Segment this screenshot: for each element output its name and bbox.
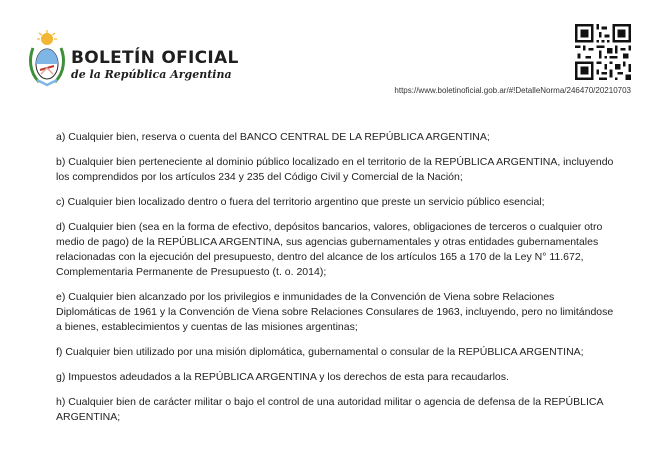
list-item-f: f) Cualquier bien utilizado por una misión diplomática, gubernamental o consular de la REPÚBLICA ARGENTINA; [56,346,584,358]
document-body [56,130,616,435]
document-header [0,0,667,110]
list-item-b: b) Cualquier bien perteneciente al dominio público localizado en el territorio de la REPÚBLICA ARGENTINA, incluyendo los comprendidos por los artículos 234 y 235 del Código Civil y Comercial de la Nación; [56,156,614,183]
publication-title-block [71,48,239,82]
list-item-e: e) Cualquier bien alcanzado por los privilegios e inmunidades de la Convención de Viena sobre Relaciones Diplomáticas de 1961 y la Convención de Viena sobre Relaciones Consulares de 1963, incluyendo, pero no limitándose a bienes, establecimientos y cuentas de las misiones argentinas; [56,291,614,333]
escudo-argentina-icon [27,30,67,88]
list-item-h: h) Cualquier bien de carácter militar o bajo el control de una autoridad militar o agencia de defensa de la REPÚBLICA ARGENTINA; [56,396,603,423]
list-item-c: c) Cualquier bien localizado dentro o fuera del territorio argentino que preste un servicio público esencial; [56,196,545,208]
document-url: https://www.boletinoficial.gob.ar/#!DetalleNorma/246470/20210703 [394,86,631,95]
publication-subtitle: de la República Argentina [71,68,232,81]
publication-title: BOLETÍN OFICIAL [71,48,239,68]
list-item-d: d) Cualquier bien (sea en la forma de efectivo, depósitos bancarios, valores, obligaciones de terceros o cualquier otro medio de pago) de la REPÚBLICA ARGENTINA, sus agencias gubernamentales y otras entidades gubernamentales relacionadas con la ejecución del presupuesto, dentro del alcance de los artículos 165 a 170 de la Ley N° 11.672, Complementaria Permanente de Presupuesto (t. o. 2014); [56,221,603,278]
list-item-g: g) Impuestos adeudados a la REPÚBLICA ARGENTINA y los derechos de esta para recaudarlos. [56,371,509,383]
list-item-a: a) Cualquier bien, reserva o cuenta del BANCO CENTRAL DE LA REPÚBLICA ARGENTINA; [56,131,490,143]
qr-code-icon [575,24,631,80]
